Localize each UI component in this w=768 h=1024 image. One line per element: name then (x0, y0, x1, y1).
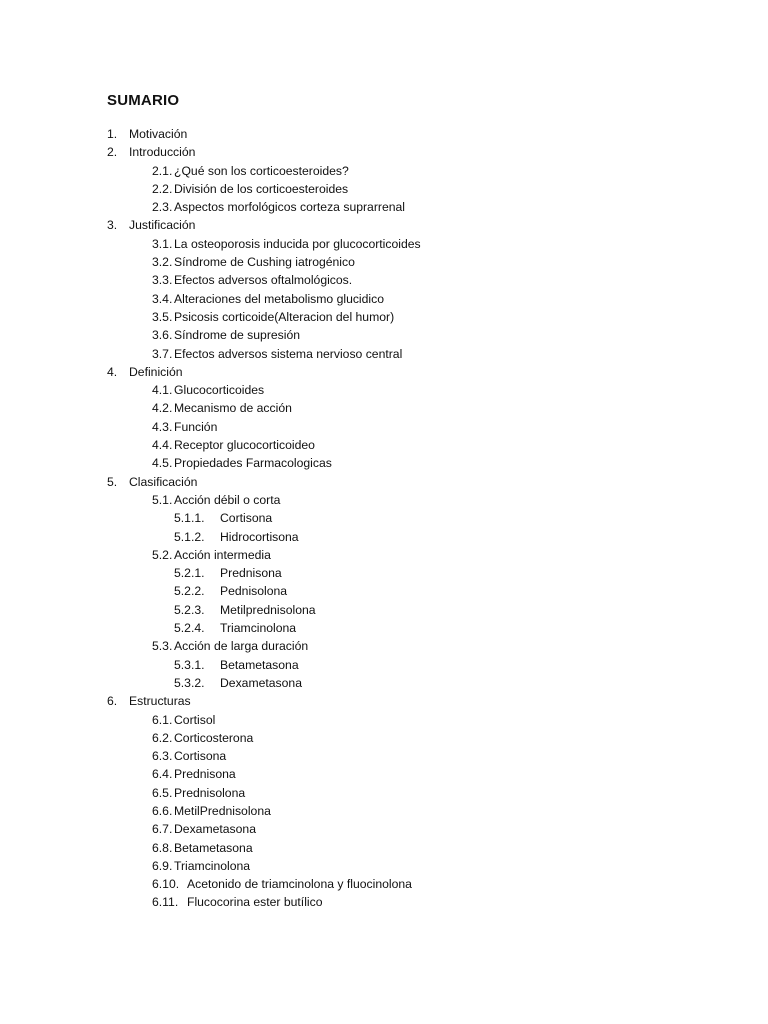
toc-entry (0, 345, 768, 363)
toc-entry (0, 491, 768, 509)
toc-entry-text: Introducción (129, 145, 196, 160)
toc-entry-text: Síndrome de Cushing iatrogénico (174, 255, 355, 270)
toc-entry-number: 6.5. (152, 785, 173, 800)
toc-entry (0, 582, 768, 600)
toc-entry-text: Justificación (129, 218, 196, 233)
toc-entry-number: 3. (107, 218, 118, 233)
toc-entry-text: Definición (129, 364, 183, 379)
toc-entry-text: Mecanismo de acción (174, 401, 292, 416)
toc-entry-text: Triamcinolona (220, 621, 297, 636)
toc-entry-number: 5.3. (152, 639, 173, 654)
toc-entry (0, 692, 768, 710)
toc-entry (0, 765, 768, 783)
toc-entry-number: 5.2.1. (174, 566, 205, 581)
toc-entry (0, 839, 768, 857)
toc-entry-number: 4.1. (152, 383, 173, 398)
toc-entry-text: Betametasona (174, 840, 253, 855)
toc-entry-number: 3.6. (152, 328, 173, 343)
toc-entry (0, 875, 768, 893)
toc-entry (0, 381, 768, 399)
toc-entry (0, 143, 768, 161)
toc-entry (0, 637, 768, 655)
toc-entry (0, 125, 768, 143)
toc-entry-number: 5.3.1. (174, 657, 205, 672)
toc-entry (0, 893, 768, 911)
toc-entry-number: 5.2.3. (174, 602, 205, 617)
toc-entry-text: ¿Qué son los corticoesteroides? (174, 163, 349, 178)
toc-entry (0, 784, 768, 802)
page-title: SUMARIO (107, 92, 180, 109)
toc-entry-text: Acción intermedia (174, 547, 271, 562)
toc-entry (0, 418, 768, 436)
toc-entry (0, 162, 768, 180)
toc-entry-text: Acetonido de triamcinolona y fluocinolona (187, 877, 412, 892)
toc-entry (0, 674, 768, 692)
toc-entry-text: Estructuras (129, 694, 191, 709)
toc-entry-text: Pednisolona (220, 584, 288, 599)
toc-entry (0, 216, 768, 234)
toc-entry (0, 235, 768, 253)
toc-entry-number: 6.9. (152, 858, 173, 873)
toc-entry-text: Cortisona (220, 511, 273, 526)
toc-entry (0, 308, 768, 326)
toc-entry-text: Hidrocortisona (220, 529, 299, 544)
toc-entry-number: 4.3. (152, 419, 173, 434)
toc-entry-number: 5.1.2. (174, 529, 205, 544)
toc-entry-text: Triamcinolona (174, 858, 251, 873)
toc-entry-number: 6.4. (152, 767, 173, 782)
toc-entry (0, 180, 768, 198)
toc-entry-text: Glucocorticoides (174, 383, 265, 398)
toc-entry-text: Betametasona (220, 657, 299, 672)
toc-entry (0, 509, 768, 527)
toc-entry (0, 253, 768, 271)
toc-entry (0, 271, 768, 289)
toc-entry (0, 198, 768, 216)
toc-entry (0, 436, 768, 454)
toc-entry-text: Dexametasona (174, 822, 256, 837)
toc-entry-text: Dexametasona (220, 675, 302, 690)
toc-entry (0, 399, 768, 417)
toc-entry (0, 546, 768, 564)
toc-entry (0, 473, 768, 491)
toc-entry-number: 6. (107, 694, 118, 709)
toc-entry (0, 601, 768, 619)
toc-entry-number: 1. (107, 127, 118, 141)
toc-entry (0, 290, 768, 308)
toc-entry-number: 5.1. (152, 492, 173, 507)
toc-entry-text: Síndrome de supresión (174, 328, 301, 343)
toc-entry-number: 5.2.4. (174, 621, 205, 636)
toc-entry-number: 5.2.2. (174, 584, 205, 599)
toc-entry-number: 6.7. (152, 822, 173, 837)
toc-entry-number: 6.8. (152, 840, 173, 855)
toc-entry-number: 4.4. (152, 438, 173, 453)
toc-entry-text: Aspectos morfológicos corteza suprarrenal (174, 200, 405, 215)
toc-entry-number: 2.3. (152, 200, 173, 215)
toc-entry (0, 619, 768, 637)
toc-entry-number: 2. (107, 145, 118, 160)
toc-entry-number: 4.2. (152, 401, 173, 416)
toc-entry-text: Alteraciones del metabolismo glucidico (174, 291, 385, 306)
toc-entry-text: Prednisona (220, 566, 282, 581)
toc-entry-text: La osteoporosis inducida por glucocorticoides (174, 236, 421, 251)
toc-entry (0, 326, 768, 344)
toc-entry-number: 2.1. (152, 163, 173, 178)
toc-entry-text: Función (174, 419, 218, 434)
toc-entry-number: 5.3.2. (174, 675, 205, 690)
toc-entry (0, 857, 768, 875)
toc-entry-text: Clasificación (129, 474, 198, 489)
toc-entry-number: 5.1.1. (174, 511, 205, 526)
toc-entry-number: 3.3. (152, 273, 173, 288)
toc-entry-number: 3.5. (152, 309, 173, 324)
toc-entry-text: Psicosis corticoide(Alteracion del humor) (174, 309, 395, 324)
toc-entry-text: Cortisol (174, 712, 216, 727)
toc-entry-text: Metilprednisolona (220, 602, 316, 617)
toc-entry-text: Motivación (129, 127, 188, 141)
toc-entry-number: 5. (107, 474, 118, 489)
toc-entry-number: 3.1. (152, 236, 173, 251)
toc-entry-number: 6.2. (152, 730, 173, 745)
toc-entry (0, 528, 768, 546)
toc-entry (0, 729, 768, 747)
toc-entry-number: 3.7. (152, 346, 173, 361)
toc-entry (0, 802, 768, 820)
toc-entry-text: Efectos adversos sistema nervioso central (174, 346, 403, 361)
toc-entry-text: Prednisona (174, 767, 236, 782)
toc-entry (0, 820, 768, 838)
toc-entry (0, 711, 768, 729)
toc-entry-number: 3.2. (152, 255, 173, 270)
toc-entry-text: Prednisolona (174, 785, 246, 800)
toc-entry-text: Acción de larga duración (174, 639, 309, 654)
toc-entry (0, 656, 768, 674)
toc-entry-number: 6.10. (152, 877, 180, 892)
toc-entry-text: Propiedades Farmacologicas (174, 456, 332, 471)
toc-entry-text: Efectos adversos oftalmológicos. (174, 273, 353, 288)
toc-entry-number: 4. (107, 364, 118, 379)
toc-entry-text: Flucocorina ester butílico (187, 895, 323, 910)
toc-entry-number: 6.3. (152, 749, 173, 764)
toc-entry-text: Acción débil o corta (174, 492, 281, 507)
toc-entry-text: División de los corticoesteroides (174, 181, 349, 196)
toc-entry (0, 747, 768, 765)
toc-entry (0, 564, 768, 582)
toc-entry-text: Corticosterona (174, 730, 254, 745)
toc-entry-text: Receptor glucocorticoideo (174, 438, 315, 453)
toc-entry-text: Cortisona (174, 749, 227, 764)
toc-entry (0, 363, 768, 381)
table-of-contents (0, 125, 768, 912)
toc-entry-number: 2.2. (152, 181, 173, 196)
toc-entry-number: 6.6. (152, 803, 173, 818)
toc-entry-text: MetilPrednisolona (174, 803, 271, 818)
toc-entry-number: 6.1. (152, 712, 173, 727)
toc-entry-number: 3.4. (152, 291, 173, 306)
toc-entry-number: 5.2. (152, 547, 173, 562)
toc-entry-number: 6.11. (152, 895, 179, 910)
toc-entry (0, 454, 768, 472)
toc-entry-number: 4.5. (152, 456, 173, 471)
